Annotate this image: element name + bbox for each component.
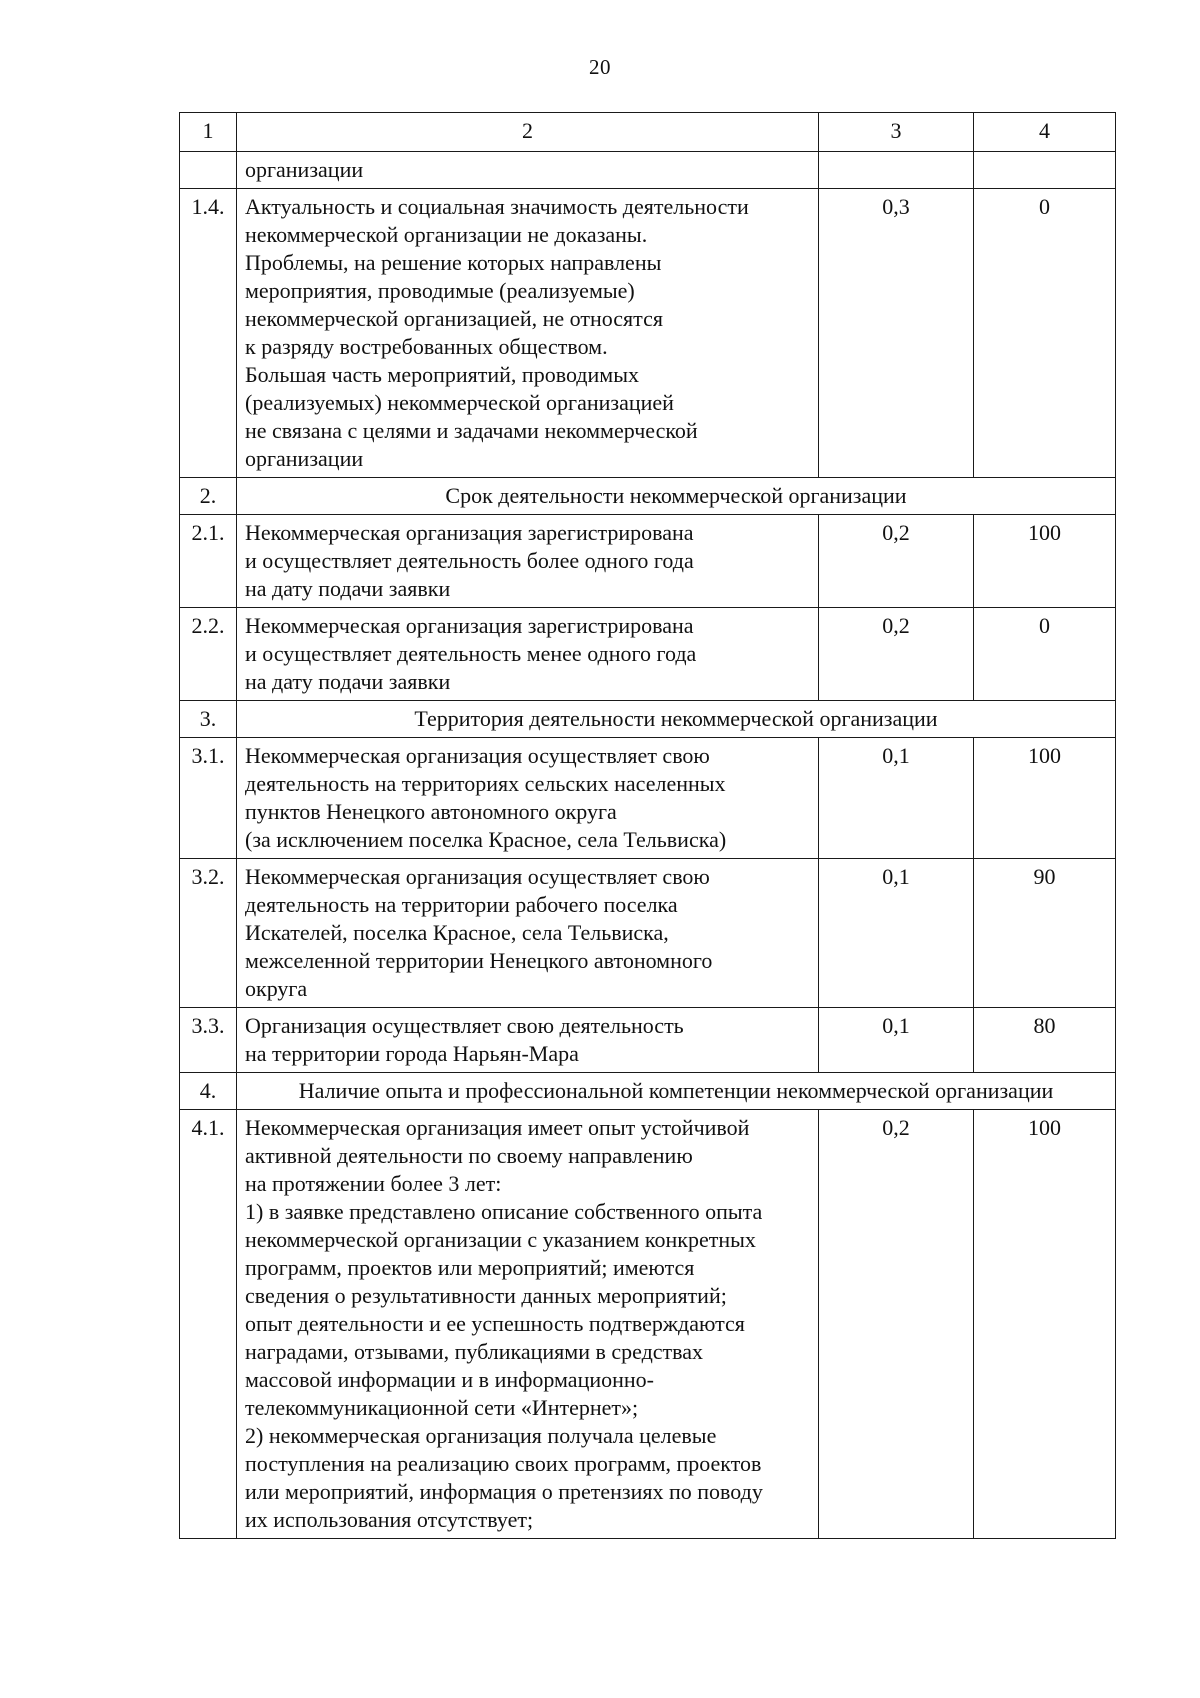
- row-number: 3.1.: [180, 738, 237, 859]
- table-row-3-2: [180, 859, 1116, 1008]
- row-number: [180, 152, 237, 189]
- score-value: 0: [974, 189, 1116, 478]
- section-title: Территория деятельности некоммерческой организации: [237, 701, 1116, 738]
- column-header-1: 1: [180, 113, 237, 152]
- section-title: Срок деятельности некоммерческой организации: [237, 478, 1116, 515]
- score-value: 100: [974, 515, 1116, 608]
- row-number: 1.4.: [180, 189, 237, 478]
- section-row-4: [180, 1073, 1116, 1110]
- section-number: 2.: [180, 478, 237, 515]
- table-row-2-2: [180, 608, 1116, 701]
- section-number: 3.: [180, 701, 237, 738]
- column-header-3: 3: [819, 113, 974, 152]
- row-number: 3.3.: [180, 1008, 237, 1073]
- table-row-2-1: [180, 515, 1116, 608]
- weight-value: 0,2: [819, 515, 974, 608]
- section-row-2: [180, 478, 1116, 515]
- row-number: 3.2.: [180, 859, 237, 1008]
- table-row-3-3: [180, 1008, 1116, 1073]
- weight-value: 0,3: [819, 189, 974, 478]
- criterion-text: организации: [237, 152, 819, 189]
- criterion-text: Некоммерческая организация зарегистрирована и осуществляет деятельность более одного года на дату подачи заявки: [237, 515, 819, 608]
- row-number: 2.1.: [180, 515, 237, 608]
- weight-value: [819, 152, 974, 189]
- score-value: [974, 152, 1116, 189]
- score-value: 100: [974, 1110, 1116, 1539]
- criterion-text: Некоммерческая организация осуществляет свою деятельность на территории рабочего поселка Искателей, поселка Красное, села Тельвиска, межселенной территории Ненецкого автономного округа: [237, 859, 819, 1008]
- section-row-3: [180, 701, 1116, 738]
- criterion-text: Некоммерческая организация зарегистрирована и осуществляет деятельность менее одного года на дату подачи заявки: [237, 608, 819, 701]
- section-title: Наличие опыта и профессиональной компетенции некоммерческой организации: [237, 1073, 1116, 1110]
- page-number: 20: [589, 55, 611, 79]
- table-header-row: [180, 113, 1116, 152]
- weight-value: 0,1: [819, 1008, 974, 1073]
- row-number: 2.2.: [180, 608, 237, 701]
- score-value: 90: [974, 859, 1116, 1008]
- criterion-text: Некоммерческая организация осуществляет свою деятельность на территориях сельских населенных пунктов Ненецкого автономного округа (за исключением поселка Красное, села Тельвиска): [237, 738, 819, 859]
- column-header-2: 2: [237, 113, 819, 152]
- criterion-text: Актуальность и социальная значимость деятельности некоммерческой организации не доказаны. Проблемы, на решение которых направлены мероприятия, проводимые (реализуемые) некоммерческой организацией, не относятся к разряду востребованных обществом. Большая часть мероприятий, проводимых (реализуемых) некоммерческой организацией не связана с целями и задачами некоммерческой организации: [237, 189, 819, 478]
- table-row-1-4: [180, 189, 1116, 478]
- table-row-continuation: [180, 152, 1116, 189]
- score-value: 80: [974, 1008, 1116, 1073]
- weight-value: 0,1: [819, 738, 974, 859]
- weight-value: 0,2: [819, 1110, 974, 1539]
- row-number: 4.1.: [180, 1110, 237, 1539]
- criterion-text: Организация осуществляет свою деятельность на территории города Нарьян-Мара: [237, 1008, 819, 1073]
- criteria-table: [179, 112, 1116, 1539]
- score-value: 100: [974, 738, 1116, 859]
- score-value: 0: [974, 608, 1116, 701]
- criterion-text: Некоммерческая организация имеет опыт устойчивой активной деятельности по своему направлению на протяжении более 3 лет: 1) в заявке представлено описание собственного опыта некоммерческой организации с указанием конкретных программ, проектов или мероприятий; имеются сведения о результативности данных мероприятий; опыт деятельности и ее успешность подтверждаются наградами, отзывами, публикациями в средствах массовой информации и в информационно- телекоммуникационной сети «Интернет»; 2) некоммерческая организация получала целевые поступления на реализацию своих программ, проектов или мероприятий, информация о претензиях по поводу их использования отсутствует;: [237, 1110, 819, 1539]
- table-row-3-1: [180, 738, 1116, 859]
- weight-value: 0,2: [819, 608, 974, 701]
- section-number: 4.: [180, 1073, 237, 1110]
- column-header-4: 4: [974, 113, 1116, 152]
- weight-value: 0,1: [819, 859, 974, 1008]
- table-row-4-1: [180, 1110, 1116, 1539]
